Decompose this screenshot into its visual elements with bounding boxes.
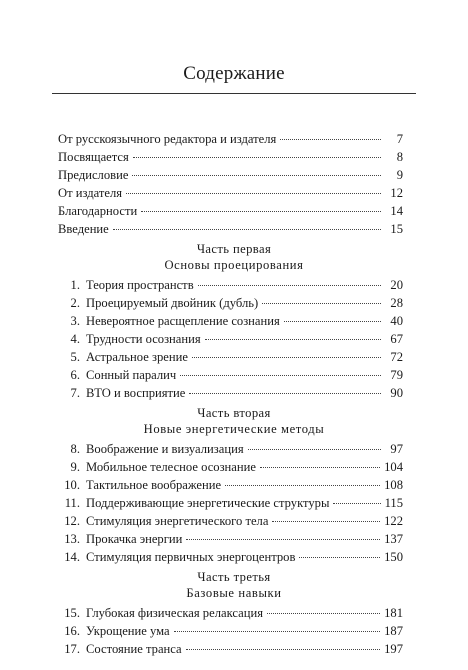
- chapter-page: 20: [390, 278, 403, 292]
- chapter-number: 12.: [64, 514, 80, 528]
- dot-leader: [113, 229, 381, 230]
- dot-leader: [280, 139, 381, 140]
- toc-chapter: [58, 548, 403, 566]
- toc-entry: [58, 166, 403, 184]
- chapter-page: 150: [384, 550, 403, 564]
- toc-chapter: [58, 384, 403, 402]
- toc-entry: [58, 184, 403, 202]
- chapter-page: 181: [384, 606, 403, 620]
- dot-leader: [174, 631, 380, 632]
- chapter-number: 9.: [70, 460, 80, 474]
- toc-chapter: [58, 640, 403, 658]
- toc-chapter: [58, 440, 403, 458]
- chapter-page: 97: [390, 442, 403, 456]
- page-title: Содержание: [183, 63, 285, 84]
- toc-entry-label: Предисловие: [58, 168, 129, 182]
- toc-entry: [58, 130, 403, 148]
- chapter-title: Поддерживающие энергетические структуры: [86, 496, 330, 510]
- part-heading: Часть третья: [197, 570, 271, 584]
- chapter-title: Укрощение ума: [86, 624, 170, 638]
- chapter-title: Мобильное телесное осознание: [86, 460, 256, 474]
- chapter-number: 16.: [64, 624, 80, 638]
- chapter-number: 3.: [70, 314, 80, 328]
- chapter-title: Теория пространств: [86, 278, 194, 292]
- dot-leader: [198, 285, 381, 286]
- chapter-title: Стимуляция энергетического тела: [86, 514, 269, 528]
- chapter-page: 67: [390, 332, 403, 346]
- toc-entry-page: 9: [396, 168, 403, 182]
- chapter-page: 187: [384, 624, 403, 638]
- chapter-title: Стимуляция первичных энергоцентров: [86, 550, 296, 564]
- chapter-number: 7.: [70, 386, 80, 400]
- dot-leader: [225, 485, 380, 486]
- chapter-number: 17.: [64, 642, 80, 656]
- toc-entry-page: 14: [390, 204, 403, 218]
- chapter-number: 13.: [64, 532, 80, 546]
- part-subtitle: Базовые навыки: [186, 586, 282, 600]
- chapter-page: 90: [390, 386, 403, 400]
- dot-leader: [192, 357, 381, 358]
- chapter-number: 15.: [64, 606, 80, 620]
- chapter-page: 197: [384, 642, 403, 656]
- part-heading: Часть вторая: [197, 406, 271, 420]
- chapter-title: Воображение и визуализация: [86, 442, 244, 456]
- toc-chapter: [58, 530, 403, 548]
- chapter-number: 5.: [70, 350, 80, 364]
- toc-chapter: [58, 622, 403, 640]
- title-rule: [52, 93, 416, 94]
- chapter-number: 4.: [70, 332, 80, 346]
- chapter-number: 6.: [70, 368, 80, 382]
- toc-chapter: [58, 494, 403, 512]
- toc-chapter: [58, 348, 403, 366]
- chapter-number: 8.: [70, 442, 80, 456]
- dot-leader: [133, 157, 381, 158]
- chapter-page: 40: [390, 314, 403, 328]
- chapter-page: 79: [390, 368, 403, 382]
- chapter-number: 1.: [70, 278, 80, 292]
- toc-entry-label: От издателя: [58, 186, 123, 200]
- part-subtitle: Новые энергетические методы: [143, 422, 325, 436]
- dot-leader: [262, 303, 381, 304]
- chapter-page: 122: [384, 514, 403, 528]
- chapter-page: 108: [384, 478, 403, 492]
- chapter-title: Прокачка энергии: [86, 532, 183, 546]
- dot-leader: [141, 211, 381, 212]
- toc-entry-page: 7: [396, 132, 403, 146]
- toc-entry: [58, 220, 403, 238]
- toc-chapter: [58, 476, 403, 494]
- toc-entry-label: Благодарности: [58, 204, 138, 218]
- toc-entry-label: Посвящается: [58, 150, 129, 164]
- chapter-title: Трудности осознания: [86, 332, 201, 346]
- dot-leader: [186, 649, 380, 650]
- toc-chapter: [58, 458, 403, 476]
- chapter-page: 28: [390, 296, 403, 310]
- dot-leader: [272, 521, 380, 522]
- part-heading: Часть первая: [196, 242, 272, 256]
- chapter-page: 115: [384, 496, 403, 510]
- dot-leader: [189, 393, 381, 394]
- chapter-title: Состояние транса: [86, 642, 182, 656]
- toc-chapter: [58, 294, 403, 312]
- part-subtitle: Основы проецирования: [164, 258, 304, 272]
- toc-chapter: [58, 604, 403, 622]
- toc-entry-label: От русскоязычного редактора и издателя: [58, 132, 277, 146]
- toc-chapter: [58, 312, 403, 330]
- chapter-title: Сонный паралич: [86, 368, 177, 382]
- chapter-number: 2.: [70, 296, 80, 310]
- chapter-number: 11.: [64, 496, 80, 510]
- dot-leader: [333, 503, 380, 504]
- dot-leader: [186, 539, 380, 540]
- dot-leader: [267, 613, 380, 614]
- chapter-title: Глубокая физическая релаксация: [86, 606, 263, 620]
- toc-chapter: [58, 512, 403, 530]
- dot-leader: [180, 375, 381, 376]
- chapter-title: Тактильное воображение: [86, 478, 222, 492]
- chapter-page: 104: [384, 460, 403, 474]
- chapter-title: ВТО и восприятие: [86, 386, 186, 400]
- dot-leader: [284, 321, 381, 322]
- chapter-number: 14.: [64, 550, 80, 564]
- dot-leader: [126, 193, 381, 194]
- toc-chapter: [58, 276, 403, 294]
- dot-leader: [299, 557, 380, 558]
- chapter-number: 10.: [64, 478, 80, 492]
- toc-entry-label: Введение: [58, 222, 109, 236]
- dot-leader: [260, 467, 380, 468]
- chapter-page: 137: [384, 532, 403, 546]
- dot-leader: [248, 449, 381, 450]
- toc-chapter: [58, 330, 403, 348]
- chapter-title: Невероятное расщепление сознания: [86, 314, 280, 328]
- chapter-page: 72: [390, 350, 403, 364]
- toc-entry-page: 8: [396, 150, 403, 164]
- toc-entry: [58, 148, 403, 166]
- toc-entry-page: 12: [390, 186, 403, 200]
- toc-entry: [58, 202, 403, 220]
- toc-entry-page: 15: [390, 222, 403, 236]
- dot-leader: [132, 175, 381, 176]
- toc-chapter: [58, 366, 403, 384]
- dot-leader: [205, 339, 381, 340]
- chapter-title: Проецируемый двойник (дубль): [86, 296, 259, 310]
- chapter-title: Астральное зрение: [86, 350, 188, 364]
